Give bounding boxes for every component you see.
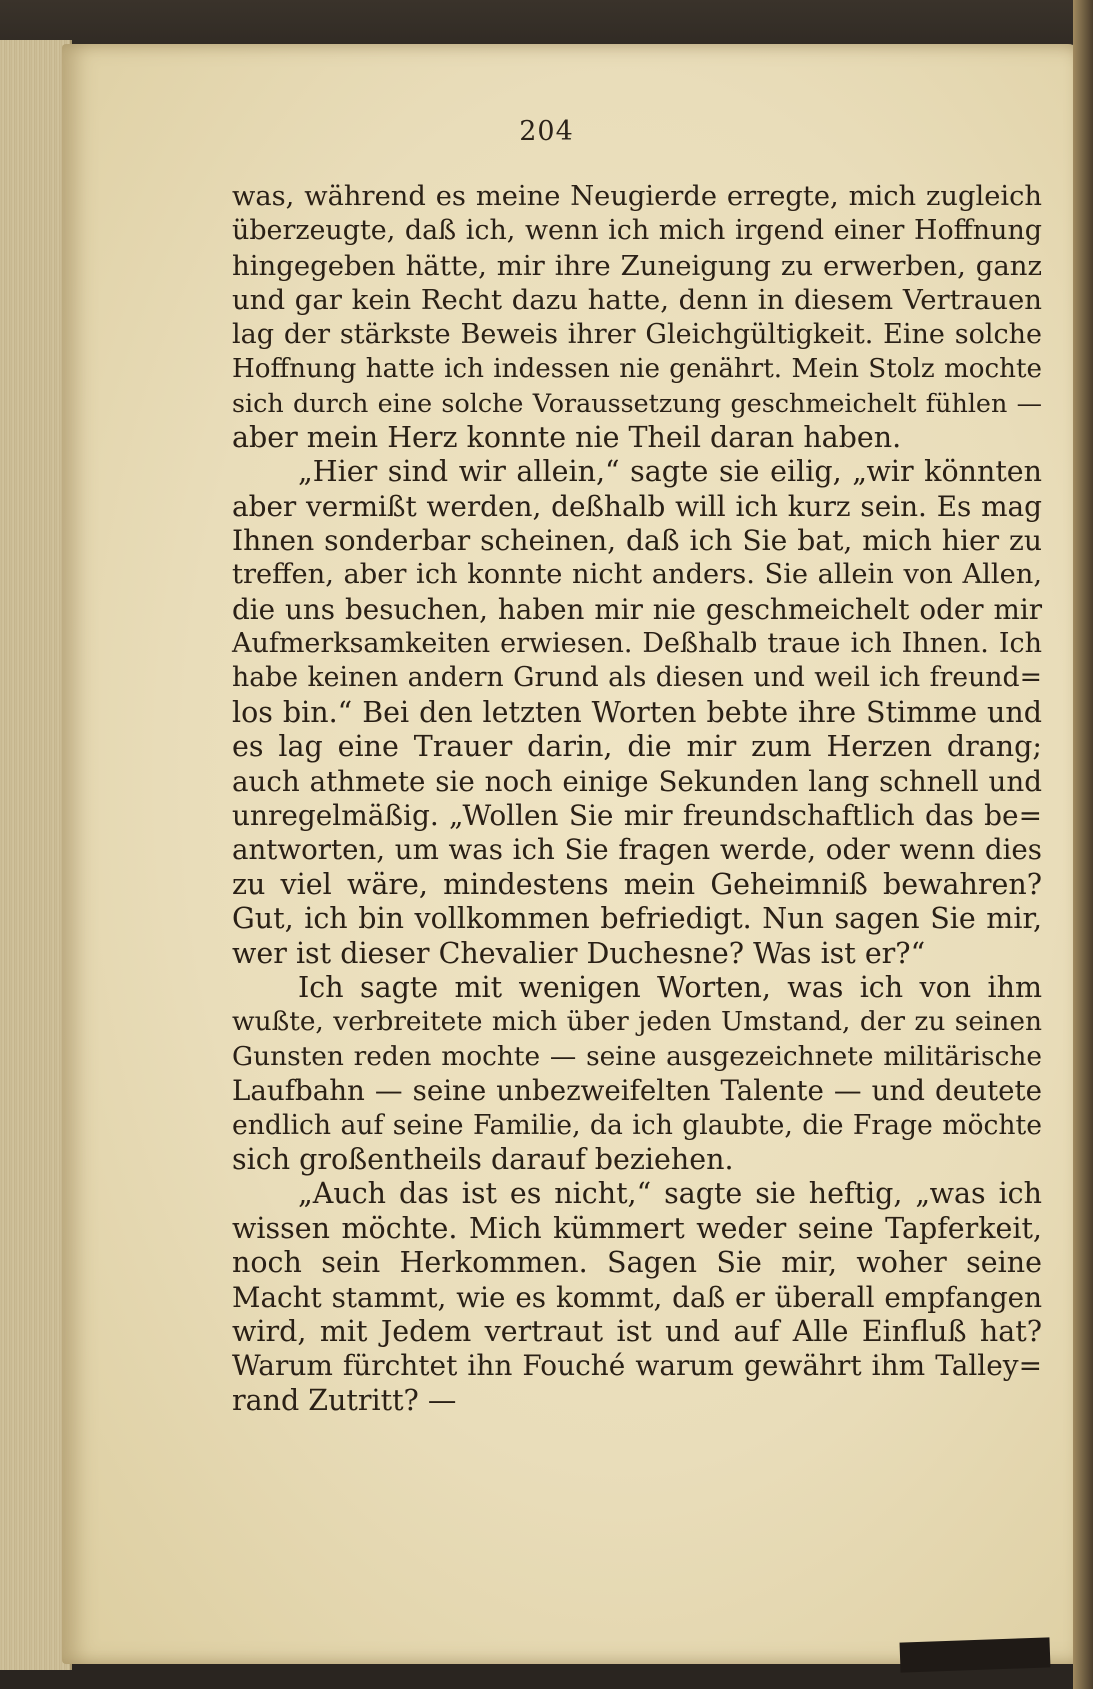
text-line: rand Zutritt? — (232, 1383, 457, 1417)
text-line: Ihnen sonderbar scheinen, daß ich Sie bat, mich hier zu (232, 523, 1042, 557)
text-line: noch sein Herkommen. Sagen Sie mir, woher seine (232, 1246, 1042, 1280)
text-line: zu viel wäre, mindestens mein Geheimniß bewahren? (232, 867, 1042, 901)
text-line: treffen, aber ich konnte nicht anders. Sie allein von Allen, (232, 559, 1042, 591)
text-line: Ich sagte mit wenigen Worten, was ich von ihm (298, 970, 1042, 1004)
text-line: endlich auf seine Familie, da ich glaubte, die Frage möchte (232, 1109, 1042, 1141)
text-line: wird, mit Jedem vertraut ist und auf Alle Einfluß hat? (232, 1314, 1042, 1348)
text-line: auch athmete sie noch einige Sekunden lang schnell und (232, 764, 1042, 798)
text-line: „Auch das ist es nicht,“ sagte sie heftig, „was ich (298, 1177, 1042, 1211)
text-line: Warum fürchtet ihn Fouché warum gewährt ihm Talley= (232, 1349, 1042, 1383)
text-line: es lag eine Trauer darin, die mir zum Herzen drang; (232, 730, 1042, 764)
text-line: aber vermißt werden, deßhalb will ich kurz sein. Es mag (232, 489, 1042, 523)
text-line: lag der stärkste Beweis ihrer Gleichgültigkeit. Eine solche (232, 318, 1042, 350)
bookmark-ribbon (900, 1637, 1051, 1672)
binding-edge (1073, 0, 1093, 1689)
text-line: Gunsten reden mochte — seine ausgezeichnete militärische (232, 1040, 1042, 1072)
text-line: los bin.“ Bei den letzten Worten bebte ihre Stimme und (232, 695, 1042, 729)
page-number: 204 (519, 116, 574, 147)
text-line: die uns besuchen, haben mir nie geschmeichelt oder mir (232, 592, 1042, 626)
text-line: hingegeben hätte, mir ihre Zuneigung zu erwerben, ganz (232, 249, 1042, 282)
text-line: sich durch eine solche Voraussetzung geschmeichelt fühlen — (232, 388, 1042, 419)
text-line: wußte, verbreitete mich über jeden Umstand, der zu seinen (232, 1006, 1042, 1038)
text-line: Macht stammt, wie es kommt, daß er überall empfangen (232, 1280, 1042, 1314)
text-line: und gar kein Recht dazu hatte, denn in diesem Vertrauen (232, 284, 1042, 317)
text-line: sich großentheils darauf beziehen. (232, 1142, 734, 1176)
text-line: Laufbahn — seine unbezweifelten Talente — und deutete (232, 1074, 1042, 1108)
text-line: Gut, ich bin vollkommen befriedigt. Nun sagen Sie mir, (232, 902, 1042, 936)
text-line: Hoffnung hatte ich indessen nie genährt. Mein Stolz mochte (232, 353, 1042, 384)
text-line: wer ist dieser Chevalier Duchesne? Was ist er?“ (232, 936, 926, 970)
text-line: aber mein Herz konnte nie Theil daran haben. (232, 420, 902, 454)
text-line: „Hier sind wir allein,“ sagte sie eilig, „wir könnten (298, 455, 1042, 489)
body-text (232, 180, 1042, 1418)
text-line: unregelmäßig. „Wollen Sie mir freundschaftlich das be= (232, 799, 1042, 833)
text-line: Aufmerksamkeiten erwiesen. Deßhalb traue ich Ihnen. Ich (232, 628, 1042, 660)
text-line: antworten, um was ich Sie fragen werde, oder wenn dies (232, 833, 1042, 867)
text-line: habe keinen andern Grund als diesen und weil ich freund= (232, 662, 1042, 694)
text-line: überzeugte, daß ich, wenn ich mich irgend einer Hoffnung (232, 215, 1042, 247)
text-line: was, während es meine Neugierde erregte, mich zugleich (232, 181, 1042, 212)
text-line: wissen möchte. Mich kümmert weder seine Tapferkeit, (232, 1211, 1042, 1245)
